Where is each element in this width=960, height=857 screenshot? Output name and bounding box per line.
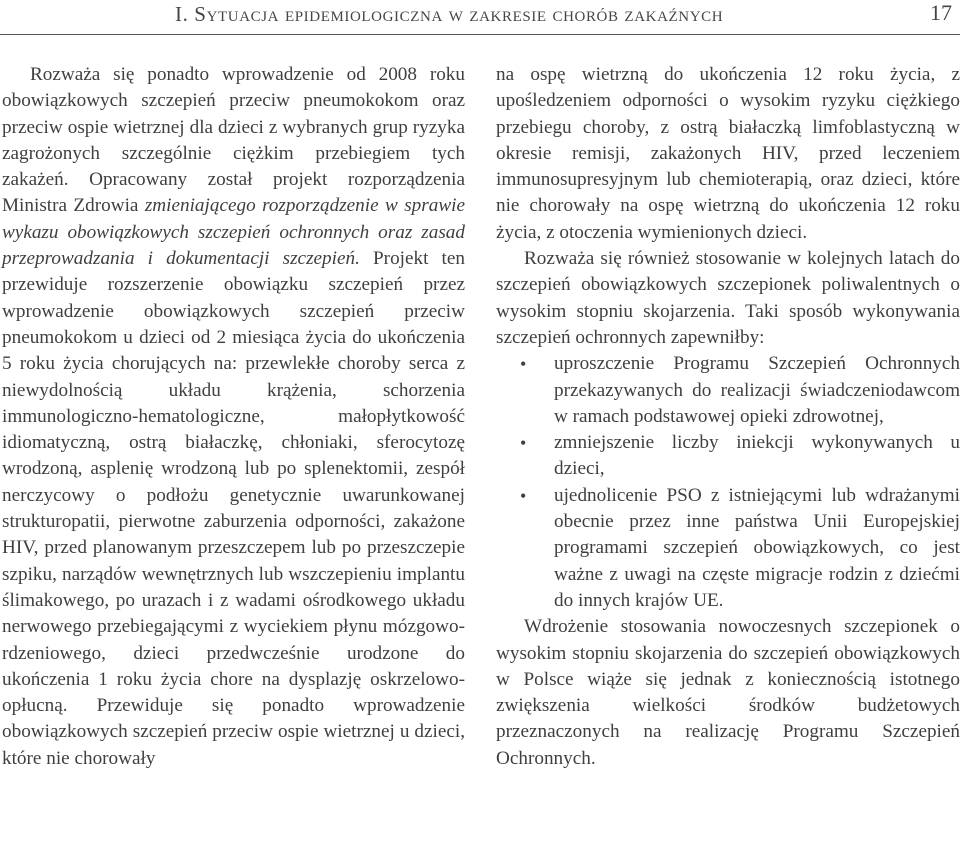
- regulation-title-italic: zmieniającego rozporządzenie w sprawie wykazu obowiązkowych szczepień ochronnych oraz zasad przeprowadzania i dokumentacji szczepień.: [2, 195, 465, 270]
- paragraph-vaccination-proposal: [2, 62, 465, 772]
- running-header: [0, 0, 960, 36]
- list-item-text: zmniejszenie liczby iniekcji wykonywanych u dzieci,: [554, 432, 960, 480]
- list-item: [520, 483, 960, 614]
- page-number: 17: [930, 0, 952, 25]
- list-item: [520, 351, 960, 430]
- bullet-icon: •: [520, 354, 527, 375]
- chapter-title: I. Sytuacja epidemiologiczna w zakresie chorób zakaźnych: [175, 2, 724, 26]
- paragraph-polyvalent-vaccines: Rozważa się również stosowanie w kolejnych latach do szczepień obowiązkowych szczepionek poliwalentnych o wysokim stopniu skojarzenia. Taki sposób wykonywania szczepień ochronnych zapewniłby:: [496, 248, 960, 348]
- left-column: [2, 62, 465, 772]
- list-item-text: ujednolicenie PSO z istniejącymi lub wdrażanymi obecnie przez inne państwa Unii Europejskiej programami szczepień obowiązkowych, co jest ważne z uwagi na częste migracje rodzin z dziećmi do innych krajów UE.: [554, 484, 960, 611]
- paragraph-continuation: na ospę wietrzną do ukończenia 12 roku życia, z upośledzeniem odporności o wysokim ryzyku ciężkiego przebiegu choroby, z ostrą białaczką limfoblastyczną w okresie remisji, zakażonych HIV, przed leczeniem immunosupresyjnym lub chemioterapią, oraz dzieci, które nie chorowały na ospę wietrzną do ukończenia 12 roku życia, z otoczenia wymienionych dzieci.: [496, 64, 960, 243]
- bullet-icon: •: [520, 433, 527, 454]
- text-run: Rozważa się ponadto wprowadzenie od 2008 roku obowiązkowych szczepień przeciw pneumokokom oraz przeciw ospie wietrznej dla dzieci z wybranych grup ryzyka zagrożonych szczególnie ciężkim przebiegiem tych zakażeń.: [2, 64, 465, 191]
- right-column: [496, 62, 960, 772]
- text-run: Projekt ten przewiduje rozszerzenie obowiązku szczepień przez wprowadzenie obowiązkowych szczepień przeciw pneumokokom u dzieci od 2 miesiąca życia do ukończenia 5 roku życia chorujących na: przewlekłe choroby serca z niewydolnością układu krążenia, schorzenia immunologiczno-hematologiczne, małopłytkowość idiomatyczną, ostrą białaczkę, chłoniaki, sferocytozę wrodzoną, asplenię wrodzoną lub po splenektomii, zespół nerczycowy o podłożu genetycznie uwarunkowanej strukturopatii, pierwotne zaburzenia odporności, zakażone HIV, przed planowanym przeszczepem lub po przeszczepie szpiku, narządów wewnętrznych lub wszczepieniu implantu ślimakowego, po urazach i z wadami ośrodkowego układu nerwowego przebiegającymi z wyciekiem płynu mózgowordzeniowego, dzieci przedwcześnie urodzone do ukończenia 1 roku życia chore na dysplazję oskrzelowo-opłucną. Przewiduje się ponadto wprowadzenie obowiązkowych szczepień przeciw ospie wietrznej u dzieci, które nie chorowały: [2, 248, 466, 769]
- benefits-list: [496, 351, 960, 614]
- paragraph-implementation-costs: Wdrożenie stosowania nowoczesnych szczepionek o wysokim stopniu skojarzenia do szczepień obowiązkowych w Polsce wiąże się jednak z koniecznością istotnego zwiększenia wielkości środków budżetowych przeznaczonych na realizację Programu Szczepień Ochronnych.: [496, 616, 960, 769]
- list-item: [520, 430, 960, 483]
- text-run: Opracowany został projekt rozporządzenia Ministra Zdrowia: [2, 169, 465, 217]
- list-item-text: uproszczenie Programu Szczepień Ochronnych przekazywanych do realizacji świadczeniodawcom w ramach podstawowej opieki zdrowotnej,: [554, 353, 960, 427]
- header-divider: [0, 34, 960, 35]
- bullet-icon: •: [520, 485, 527, 506]
